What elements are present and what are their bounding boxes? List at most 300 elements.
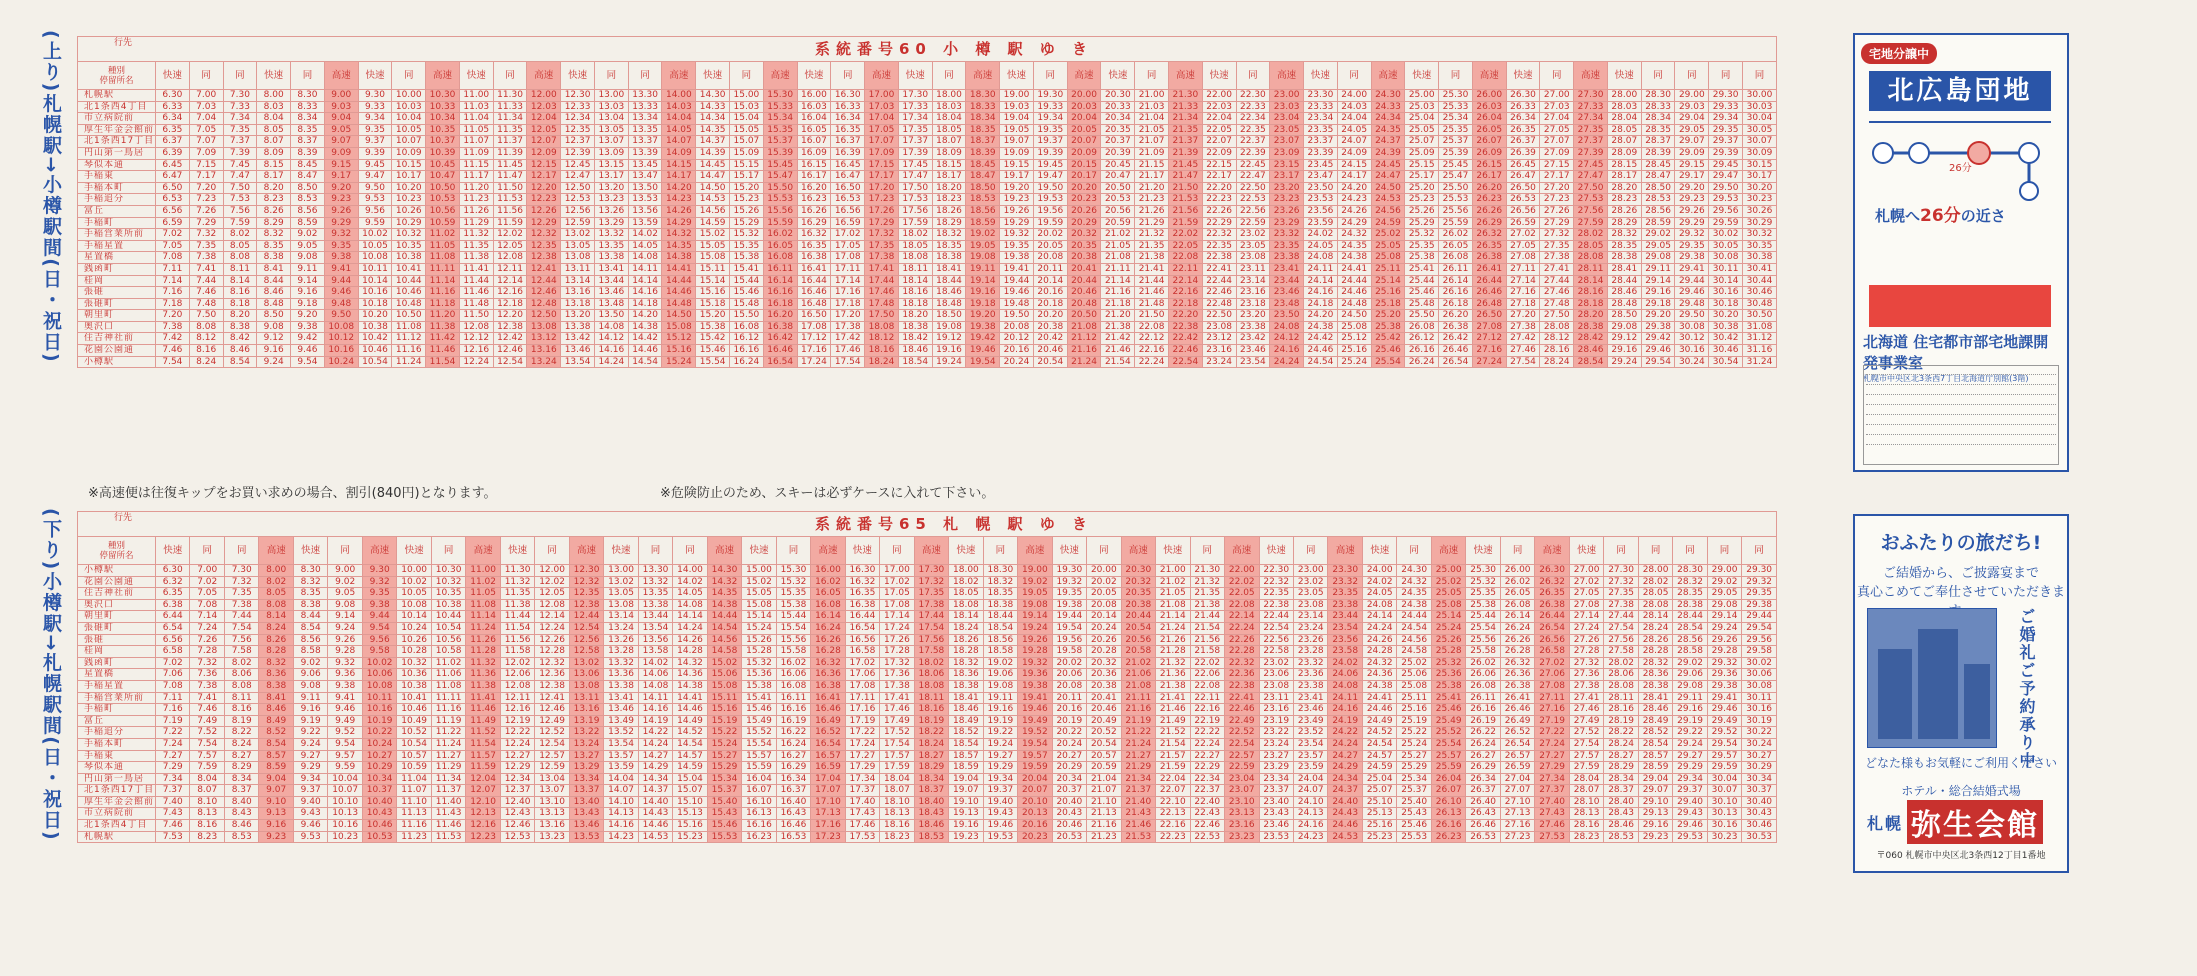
service-type: 快速 xyxy=(949,537,983,565)
departure-time: 16.14 xyxy=(811,611,845,623)
departure-time: 12.39 xyxy=(561,147,595,159)
departure-time: 10.11 xyxy=(358,263,392,275)
departure-time: 20.32 xyxy=(1087,657,1121,669)
departure-time: 24.02 xyxy=(1362,576,1396,588)
departure-time: 26.48 xyxy=(1472,298,1506,310)
departure-time: 17.40 xyxy=(845,796,879,808)
departure-time: 20.45 xyxy=(1101,159,1135,171)
departure-time: 22.06 xyxy=(1190,669,1224,681)
departure-time: 20.26 xyxy=(1087,634,1121,646)
departure-time: 13.20 xyxy=(594,182,628,194)
departure-time: 17.54 xyxy=(914,622,948,634)
departure-time: 22.46 xyxy=(1202,287,1236,299)
departure-time: 20.46 xyxy=(1087,704,1121,716)
departure-time: 28.57 xyxy=(1638,750,1672,762)
departure-time: 8.18 xyxy=(223,298,257,310)
departure-time: 7.35 xyxy=(189,240,223,252)
departure-time: 26.46 xyxy=(1439,345,1473,357)
departure-time: 14.06 xyxy=(638,669,672,681)
departure-time: 13.41 xyxy=(594,263,628,275)
departure-time: 18.32 xyxy=(949,657,983,669)
departure-time: 29.00 xyxy=(1707,565,1741,577)
departure-time: 19.52 xyxy=(1018,727,1052,739)
departure-time: 15.38 xyxy=(696,321,730,333)
table-row xyxy=(78,820,1777,832)
departure-time: 26.57 xyxy=(1500,750,1534,762)
departure-time: 10.53 xyxy=(362,831,396,843)
departure-time: 17.18 xyxy=(831,298,865,310)
departure-time: 23.32 xyxy=(1328,576,1362,588)
departure-time: 9.14 xyxy=(291,275,325,287)
departure-time: 12.34 xyxy=(500,773,534,785)
departure-time: 11.38 xyxy=(426,321,460,333)
departure-time: 24.08 xyxy=(1270,321,1304,333)
departure-time: 29.04 xyxy=(1638,773,1672,785)
departure-time: 9.46 xyxy=(293,820,327,832)
departure-time: 16.08 xyxy=(730,321,764,333)
departure-time: 27.43 xyxy=(1535,808,1569,820)
departure-time: 11.05 xyxy=(426,240,460,252)
departure-time: 17.45 xyxy=(898,159,932,171)
departure-time: 16.34 xyxy=(776,773,810,785)
departure-time: 14.02 xyxy=(628,229,662,241)
departure-time: 27.08 xyxy=(1569,599,1603,611)
departure-time: 28.23 xyxy=(1569,831,1603,843)
departure-time: 18.35 xyxy=(966,124,1000,136)
departure-time: 18.03 xyxy=(932,101,966,113)
departure-time: 11.56 xyxy=(500,634,534,646)
departure-time: 19.20 xyxy=(1000,182,1034,194)
departure-time: 16.22 xyxy=(776,727,810,739)
service-type: 快速 xyxy=(1607,62,1641,90)
departure-time: 25.24 xyxy=(1337,356,1371,368)
departure-time: 11.14 xyxy=(466,611,500,623)
departure-time: 14.24 xyxy=(673,622,707,634)
departure-time: 24.34 xyxy=(1328,773,1362,785)
departure-time: 9.46 xyxy=(328,704,362,716)
departure-time: 15.23 xyxy=(673,831,707,843)
departure-time: 15.37 xyxy=(707,785,741,797)
service-type: 同 xyxy=(983,537,1017,565)
departure-time: 30.02 xyxy=(1742,657,1777,669)
departure-time: 28.50 xyxy=(1641,182,1675,194)
departure-time: 28.02 xyxy=(1574,229,1608,241)
departure-time: 26.07 xyxy=(1431,785,1465,797)
departure-time: 13.39 xyxy=(628,147,662,159)
departure-time: 16.19 xyxy=(776,715,810,727)
departure-time: 15.36 xyxy=(742,669,776,681)
departure-time: 29.02 xyxy=(1707,576,1741,588)
stop-name: 奥沢口 xyxy=(78,599,156,611)
service-type: 同 xyxy=(1337,62,1371,90)
departure-time: 24.39 xyxy=(1371,147,1405,159)
departure-time: 24.07 xyxy=(1337,136,1371,148)
service-type: 同 xyxy=(1439,62,1473,90)
departure-time: 12.56 xyxy=(561,205,595,217)
departure-time: 7.46 xyxy=(190,704,224,716)
departure-time: 10.42 xyxy=(358,333,392,345)
departure-time: 8.00 xyxy=(259,565,293,577)
departure-time: 21.09 xyxy=(1135,147,1169,159)
departure-time: 8.24 xyxy=(224,738,258,750)
service-type: 同 xyxy=(1500,537,1534,565)
departure-time: 9.46 xyxy=(291,345,325,357)
departure-time: 26.59 xyxy=(1500,762,1534,774)
service-type: 快速 xyxy=(1405,62,1439,90)
departure-time: 18.28 xyxy=(949,646,983,658)
departure-time: 27.26 xyxy=(1540,205,1574,217)
departure-time: 28.34 xyxy=(1641,113,1675,125)
departure-time: 20.10 xyxy=(1018,796,1052,808)
departure-time: 16.40 xyxy=(776,796,810,808)
departure-time: 21.11 xyxy=(1101,263,1135,275)
departure-time: 23.49 xyxy=(1293,715,1327,727)
departure-time: 16.04 xyxy=(742,773,776,785)
departure-time: 12.40 xyxy=(500,796,534,808)
departure-time: 14.46 xyxy=(638,820,672,832)
departure-time: 10.49 xyxy=(397,715,431,727)
departure-time: 9.14 xyxy=(328,611,362,623)
table-row xyxy=(78,785,1777,797)
departure-time: 23.13 xyxy=(1225,808,1259,820)
departure-time: 24.35 xyxy=(1371,124,1405,136)
departure-time: 23.15 xyxy=(1270,159,1304,171)
departure-time: 10.16 xyxy=(362,704,396,716)
departure-time: 20.50 xyxy=(1101,182,1135,194)
departure-time: 16.53 xyxy=(831,194,865,206)
departure-time: 11.23 xyxy=(397,831,431,843)
departure-time: 14.46 xyxy=(628,345,662,357)
departure-time: 27.04 xyxy=(1500,773,1534,785)
departure-time: 29.35 xyxy=(1675,240,1709,252)
departure-time: 20.56 xyxy=(1121,634,1155,646)
departure-time: 21.00 xyxy=(1156,565,1190,577)
departure-time: 30.24 xyxy=(1742,738,1777,750)
departure-time: 21.53 xyxy=(1121,831,1155,843)
departure-time: 9.30 xyxy=(362,565,396,577)
departure-time: 14.05 xyxy=(662,124,696,136)
departure-time: 23.22 xyxy=(1259,727,1293,739)
departure-time: 22.30 xyxy=(1259,565,1293,577)
departure-time: 11.24 xyxy=(466,622,500,634)
departure-time: 16.11 xyxy=(776,692,810,704)
departure-time: 22.57 xyxy=(1225,750,1259,762)
departure-time: 24.23 xyxy=(1337,194,1371,206)
departure-time: 17.19 xyxy=(845,715,879,727)
departure-time: 22.41 xyxy=(1202,263,1236,275)
service-type: 同 xyxy=(730,62,764,90)
departure-time: 12.05 xyxy=(527,124,561,136)
departure-time: 13.08 xyxy=(569,680,603,692)
departure-time: 13.54 xyxy=(604,738,638,750)
departure-time: 22.42 xyxy=(1168,333,1202,345)
departure-time: 30.34 xyxy=(1742,773,1777,785)
departure-time: 19.05 xyxy=(966,240,1000,252)
service-type: 高速 xyxy=(763,62,797,90)
departure-time: 25.16 xyxy=(1362,820,1396,832)
departure-time: 22.34 xyxy=(1190,773,1224,785)
stop-name: 北1条西17丁目 xyxy=(78,785,156,797)
service-type: 快速 xyxy=(459,62,493,90)
departure-time: 8.16 xyxy=(223,287,257,299)
departure-time: 11.35 xyxy=(459,240,493,252)
departure-time: 22.16 xyxy=(1168,287,1202,299)
departure-time: 11.29 xyxy=(431,762,465,774)
departure-time: 20.08 xyxy=(1052,680,1086,692)
departure-time: 20.11 xyxy=(1033,263,1067,275)
departure-time: 20.23 xyxy=(1018,831,1052,843)
departure-time: 24.52 xyxy=(1362,727,1396,739)
departure-time: 28.08 xyxy=(1604,680,1638,692)
departure-time: 27.30 xyxy=(1574,90,1608,102)
departure-time: 6.32 xyxy=(156,576,190,588)
departure-time: 20.16 xyxy=(1033,287,1067,299)
departure-time: 10.02 xyxy=(358,229,392,241)
departure-time: 26.28 xyxy=(1500,646,1534,658)
departure-time: 14.09 xyxy=(662,147,696,159)
departure-time: 8.50 xyxy=(291,182,325,194)
departure-time: 15.16 xyxy=(707,704,741,716)
departure-time: 19.45 xyxy=(1033,159,1067,171)
departure-time: 24.45 xyxy=(1371,159,1405,171)
departure-time: 27.20 xyxy=(1506,310,1540,322)
departure-time: 18.23 xyxy=(932,194,966,206)
departure-time: 10.39 xyxy=(426,147,460,159)
departure-time: 10.24 xyxy=(324,356,358,368)
departure-time: 14.46 xyxy=(673,704,707,716)
stop-name: 市立病院前 xyxy=(78,808,156,820)
departure-time: 14.35 xyxy=(696,124,730,136)
stop-name: 張碓町 xyxy=(78,298,156,310)
service-type: 高速 xyxy=(466,537,500,565)
departure-time: 20.46 xyxy=(1033,345,1067,357)
departure-time: 19.59 xyxy=(1018,762,1052,774)
departure-time: 29.16 xyxy=(1638,820,1672,832)
departure-time: 12.58 xyxy=(569,646,603,658)
departure-time: 28.11 xyxy=(1604,692,1638,704)
ad-red-bar xyxy=(1869,285,2051,327)
departure-time: 25.23 xyxy=(1362,831,1396,843)
departure-time: 10.56 xyxy=(431,634,465,646)
departure-time: 14.16 xyxy=(628,287,662,299)
service-type: 快速 xyxy=(1101,62,1135,90)
departure-time: 30.19 xyxy=(1742,715,1777,727)
departure-time: 16.12 xyxy=(730,333,764,345)
departure-time: 21.28 xyxy=(1156,646,1190,658)
departure-time: 21.46 xyxy=(1135,287,1169,299)
departure-time: 29.10 xyxy=(1638,796,1672,808)
departure-time: 20.22 xyxy=(1052,727,1086,739)
departure-time: 10.57 xyxy=(397,750,431,762)
departure-time: 14.34 xyxy=(696,113,730,125)
departure-time: 15.10 xyxy=(673,796,707,808)
departure-time: 14.13 xyxy=(604,808,638,820)
departure-time: 18.32 xyxy=(983,576,1017,588)
departure-time: 8.23 xyxy=(257,194,291,206)
stop-name: 手稲東 xyxy=(78,171,156,183)
departure-time: 23.37 xyxy=(1259,785,1293,797)
departure-time: 28.16 xyxy=(1604,704,1638,716)
departure-time: 27.23 xyxy=(1540,194,1574,206)
departure-time: 27.03 xyxy=(1540,101,1574,113)
departure-time: 27.20 xyxy=(1540,182,1574,194)
service-type: 高速 xyxy=(662,62,696,90)
departure-time: 27.24 xyxy=(1569,622,1603,634)
departure-time: 6.35 xyxy=(156,588,190,600)
departure-time: 16.39 xyxy=(831,147,865,159)
departure-time: 7.08 xyxy=(156,680,190,692)
departure-time: 26.54 xyxy=(1439,356,1473,368)
service-type: 同 xyxy=(291,62,325,90)
departure-time: 18.37 xyxy=(914,785,948,797)
departure-time: 18.45 xyxy=(966,159,1000,171)
departure-time: 26.59 xyxy=(1506,217,1540,229)
departure-time: 24.47 xyxy=(1371,171,1405,183)
departure-time: 22.37 xyxy=(1190,785,1224,797)
departure-time: 8.32 xyxy=(293,576,327,588)
departure-time: 8.59 xyxy=(259,762,293,774)
service-type: 高速 xyxy=(1121,537,1155,565)
departure-time: 25.18 xyxy=(1371,298,1405,310)
departure-time: 18.16 xyxy=(880,820,914,832)
departure-time: 15.39 xyxy=(763,147,797,159)
departure-time: 29.38 xyxy=(1675,252,1709,264)
departure-time: 18.39 xyxy=(966,147,1000,159)
departure-time: 22.08 xyxy=(1225,599,1259,611)
departure-time: 12.07 xyxy=(527,136,561,148)
departure-time: 17.59 xyxy=(898,217,932,229)
departure-time: 21.43 xyxy=(1121,808,1155,820)
departure-time: 24.18 xyxy=(1304,298,1338,310)
stop-name: 琴似本通 xyxy=(78,762,156,774)
departure-time: 13.10 xyxy=(535,796,569,808)
departure-time: 19.14 xyxy=(966,275,1000,287)
departure-time: 9.38 xyxy=(362,599,396,611)
departure-time: 23.48 xyxy=(1270,298,1304,310)
departure-time: 20.20 xyxy=(1067,182,1101,194)
stop-name: 手稲町 xyxy=(78,217,156,229)
departure-time: 8.10 xyxy=(190,796,224,808)
departure-time: 23.58 xyxy=(1328,646,1362,658)
departure-time: 31.24 xyxy=(1742,356,1776,368)
departure-time: 20.35 xyxy=(1101,124,1135,136)
ad-subcopy: ご結婚から、ご披露宴まで 真心こめてご奉仕させていただきま xyxy=(1856,566,2065,600)
departure-time: 26.32 xyxy=(1500,657,1534,669)
departure-time: 30.22 xyxy=(1742,727,1777,739)
departure-time: 21.05 xyxy=(1135,124,1169,136)
departure-time: 28.56 xyxy=(1673,634,1707,646)
departure-time: 7.46 xyxy=(189,287,223,299)
departure-time: 25.35 xyxy=(1439,124,1473,136)
departure-time: 11.49 xyxy=(466,715,500,727)
departure-time: 17.12 xyxy=(797,333,831,345)
departure-time: 25.00 xyxy=(1431,565,1465,577)
departure-time: 9.24 xyxy=(328,622,362,634)
departure-time: 18.46 xyxy=(898,345,932,357)
departure-time: 13.32 xyxy=(638,576,672,588)
departure-time: 18.50 xyxy=(966,182,1000,194)
service-type: 快速 xyxy=(1000,62,1034,90)
departure-time: 19.42 xyxy=(966,333,1000,345)
ad-badge: 宅地分譲中 xyxy=(1861,43,1937,64)
departure-time: 17.00 xyxy=(880,565,914,577)
departure-time: 24.24 xyxy=(1270,356,1304,368)
departure-time: 22.35 xyxy=(1236,124,1270,136)
departure-time: 23.43 xyxy=(1259,808,1293,820)
departure-time: 9.59 xyxy=(328,762,362,774)
departure-time: 26.24 xyxy=(1405,356,1439,368)
departure-time: 16.50 xyxy=(797,310,831,322)
direction-label-down: (下り)小樽駅→札幌駅間(日・祝日) xyxy=(40,508,62,842)
departure-time: 11.02 xyxy=(466,576,500,588)
departure-time: 20.05 xyxy=(1087,588,1121,600)
table-row xyxy=(78,345,1777,357)
departure-time: 9.05 xyxy=(324,124,358,136)
departure-time: 27.34 xyxy=(1574,113,1608,125)
departure-time: 10.16 xyxy=(328,820,362,832)
departure-time: 25.07 xyxy=(1405,136,1439,148)
departure-time: 22.56 xyxy=(1236,205,1270,217)
departure-time: 22.14 xyxy=(1225,611,1259,623)
departure-time: 26.33 xyxy=(1506,101,1540,113)
departure-time: 15.54 xyxy=(742,738,776,750)
service-type: 同 xyxy=(189,62,223,90)
departure-time: 12.59 xyxy=(535,762,569,774)
departure-time: 7.59 xyxy=(190,762,224,774)
table-row xyxy=(78,727,1777,739)
departure-time: 8.38 xyxy=(259,680,293,692)
departure-time: 19.46 xyxy=(1018,704,1052,716)
departure-time: 28.02 xyxy=(1604,657,1638,669)
departure-time: 15.30 xyxy=(776,565,810,577)
service-type: 快速 xyxy=(561,62,595,90)
departure-time: 17.59 xyxy=(880,762,914,774)
departure-time: 29.16 xyxy=(1607,345,1641,357)
departure-time: 17.54 xyxy=(880,738,914,750)
departure-time: 12.32 xyxy=(535,657,569,669)
departure-time: 16.07 xyxy=(797,136,831,148)
departure-time: 23.08 xyxy=(1259,680,1293,692)
departure-time: 23.08 xyxy=(1202,321,1236,333)
departure-time: 28.03 xyxy=(1607,101,1641,113)
departure-time: 21.40 xyxy=(1121,796,1155,808)
departure-time: 23.10 xyxy=(1225,796,1259,808)
departure-time: 23.38 xyxy=(1293,680,1327,692)
departure-time: 7.24 xyxy=(190,622,224,634)
departure-time: 22.46 xyxy=(1168,345,1202,357)
departure-time: 7.39 xyxy=(223,147,257,159)
departure-time: 21.57 xyxy=(1156,750,1190,762)
departure-time: 28.38 xyxy=(1607,252,1641,264)
departure-time: 30.20 xyxy=(1709,310,1743,322)
departure-time: 22.26 xyxy=(1225,634,1259,646)
departure-time: 9.11 xyxy=(293,692,327,704)
departure-time: 27.16 xyxy=(1500,820,1534,832)
departure-time: 27.35 xyxy=(1604,588,1638,600)
departure-time: 20.24 xyxy=(1000,356,1034,368)
stop-name: 小樽駅 xyxy=(78,356,156,368)
departure-time: 6.38 xyxy=(156,599,190,611)
departure-time: 11.50 xyxy=(459,310,493,322)
departure-time: 7.34 xyxy=(223,113,257,125)
departure-time: 27.14 xyxy=(1569,611,1603,623)
departure-time: 24.06 xyxy=(1328,669,1362,681)
departure-time: 19.35 xyxy=(1000,240,1034,252)
departure-time: 24.46 xyxy=(1337,287,1371,299)
departure-time: 25.48 xyxy=(1405,298,1439,310)
departure-time: 6.39 xyxy=(156,147,190,159)
departure-time: 9.16 xyxy=(293,704,327,716)
